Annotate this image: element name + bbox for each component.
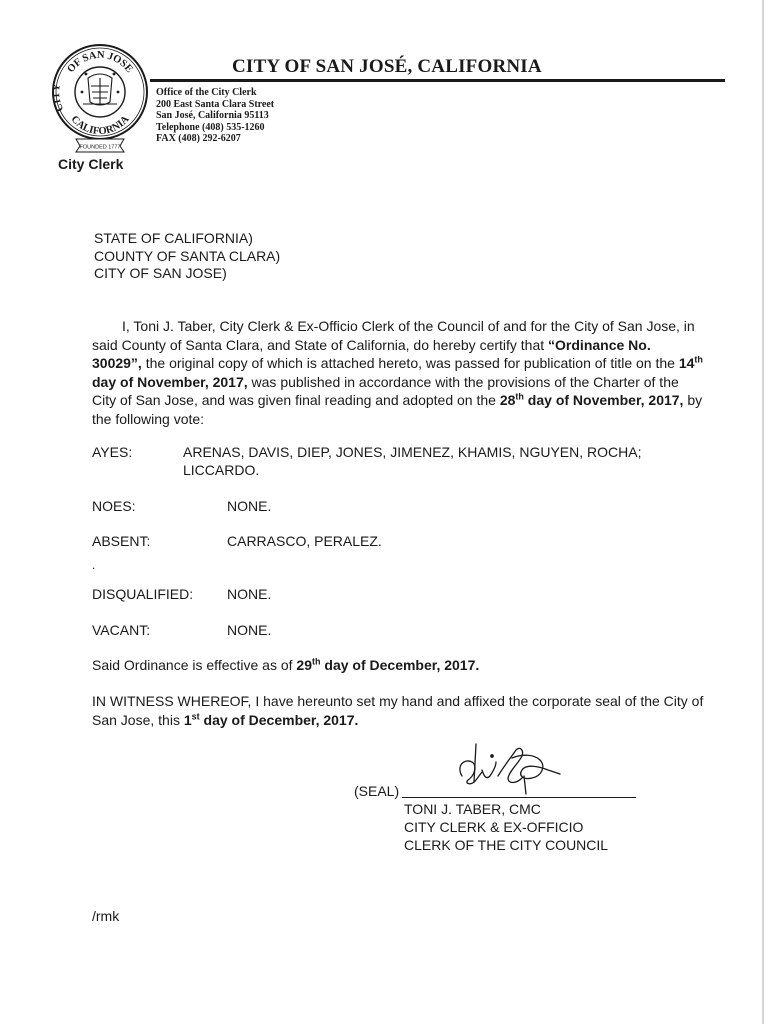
office-line: Office of the City Clerk (156, 87, 257, 98)
pub-date: day of November, 2017, (92, 373, 248, 390)
cert-text: was published in accordance with the provisions of the Charter of the City of San Jose, and was given final reading and adopted on the (92, 373, 679, 408)
disqualified-value: NONE. (227, 586, 272, 602)
jurisdiction-line: CITY OF SAN JOSE) (94, 265, 227, 281)
witness-day: 1 (183, 711, 192, 728)
vacant-value: NONE. (227, 622, 272, 638)
effective-date-line (92, 656, 704, 675)
office-line: FAX (408) 292-6207 (156, 133, 241, 144)
witness-text: IN WITNESS WHEREOF, I have hereunto set my hand and affixed the corporate seal of the City of San Jose, this (92, 693, 704, 728)
office-line: San José, California 95113 (156, 110, 269, 121)
signer-line: TONI J. TABER, CMC (404, 801, 541, 817)
pub-day-suffix: th (694, 354, 703, 365)
certification-paragraph (92, 317, 704, 428)
ayes-value: ARENAS, DAVIS, DIEP, JONES, JIMENEZ, KHAMIS, NGUYEN, ROCHA; (183, 444, 642, 460)
svg-text:CITY (51, 83, 66, 113)
svg-text:OF SAN JOSE (65, 50, 134, 75)
stray-mark: . (92, 558, 96, 572)
seal-bottom-text: CALIFORNIA (68, 113, 132, 138)
effective-day: 29 (296, 657, 312, 673)
signer-line: CLERK OF THE CITY COUNCIL (404, 837, 609, 853)
seal-label: (SEAL) (354, 783, 400, 799)
office-line: 200 East Santa Clara Street (156, 98, 275, 110)
signature-line (402, 797, 636, 798)
city-seal-icon (50, 42, 150, 154)
cert-text: by the following vote: (92, 392, 703, 427)
vacant-label: VACANT: (92, 622, 151, 638)
effective-date: day of December, 2017. (320, 657, 480, 673)
absent-label: ABSENT: (92, 533, 151, 549)
adopt-day-suffix: th (515, 391, 524, 402)
office-contact-block (156, 87, 274, 145)
effective-day-suffix: th (312, 656, 321, 667)
noes-label: NOES: (92, 498, 136, 514)
city-title: CITY OF SAN JOSÉ, CALIFORNIA (232, 56, 542, 77)
witness-paragraph (92, 692, 704, 729)
typist-initials: /rmk (92, 908, 120, 924)
jurisdiction-block (94, 230, 280, 283)
seal-ribbon-text: FOUNDED 1777 (79, 144, 121, 151)
page-edge-line (762, 0, 764, 1024)
cert-text: I, Toni J. Taber, City Clerk & Ex-Officio Clerk of the Council of and for the City of San Jose, in said County of Santa Clara, and State of California, do hereby certify that (92, 318, 695, 353)
jurisdiction-line: COUNTY OF SANTA CLARA) (94, 247, 281, 264)
seal-top-text: OF SAN JOSE (65, 49, 135, 75)
adopt-date: day of November, 2017, (523, 392, 684, 408)
signer-line: CITY CLERK & EX-OFFICIO (404, 819, 584, 835)
ayes-label: AYES: (92, 444, 133, 460)
cert-text: the original copy of which is attached hereto, was passed for publication of title on the (141, 355, 679, 371)
jurisdiction-line: STATE OF CALIFORNIA) (94, 230, 253, 246)
signer-block (404, 800, 608, 854)
pub-day: 14 (678, 355, 695, 371)
seal-left-text: CITY (50, 83, 67, 113)
adopt-day: 28 (499, 392, 516, 408)
witness-date: day of December, 2017. (199, 711, 359, 728)
witness-day-suffix: st (191, 710, 200, 721)
handwritten-signature (452, 736, 570, 798)
title-rule (150, 79, 725, 82)
absent-value: CARRASCO, PERALEZ. (227, 533, 382, 549)
ordinance-number: “Ordinance No. 30029”, (92, 336, 651, 371)
disqualified-label: DISQUALIFIED: (92, 586, 194, 602)
office-line: Telephone (408) 535-1260 (156, 121, 265, 133)
effective-text: Said Ordinance is effective as of (92, 657, 297, 673)
noes-value: NONE. (227, 498, 272, 514)
ayes-value-continued: LICCARDO. (183, 462, 260, 478)
department-label: City Clerk (58, 156, 124, 172)
